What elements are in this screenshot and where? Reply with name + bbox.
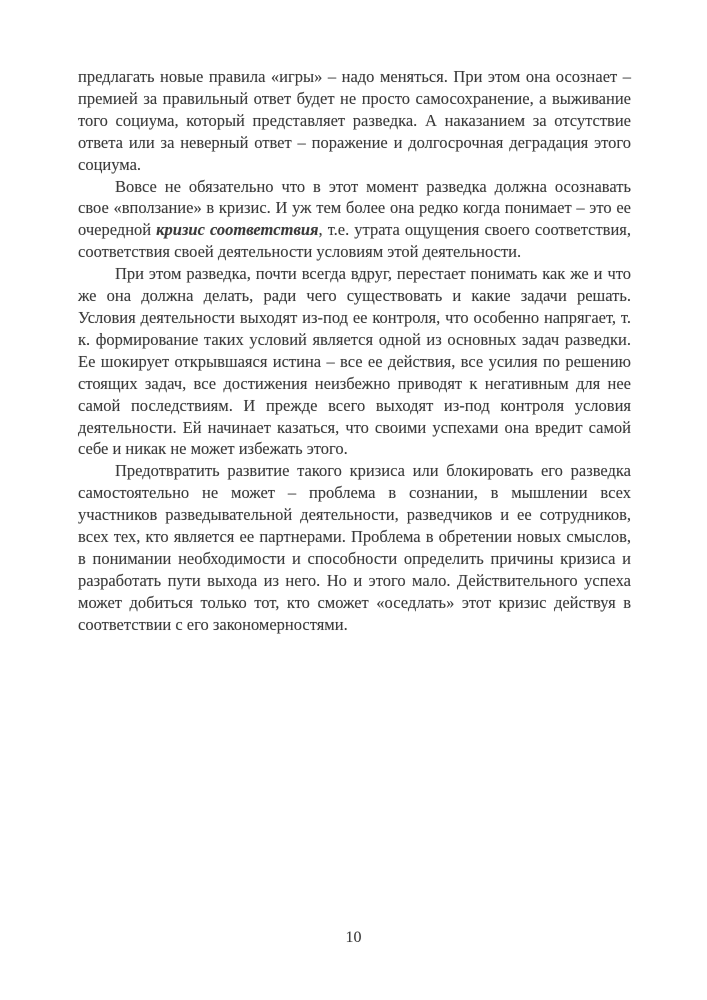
text-run: При этом разведка, почти всегда вдруг, перестает понимать как же и что же она должна делать, ради чего существовать и какие задачи решать. Условия деятельности выходят из-под ее контроля, что особенно напрягает, т. к. формирование таких условий является одной из основных задач разведки. Ее шокирует открывшаяся истина – все ее действия, все усилия по решению стоящих задач, все достижения неизбежно приводят к негативным для нее самой последствиям. И прежде всего выходят из-под контроля условия деятельности. Ей начинает казаться, что своими успехами она вредит самой себе и никак не может избежать этого. bbox=[78, 264, 631, 459]
text-run: , т.е. утрата ощущения своего соответствия, соответствия своей деятельности условиям этой деятельности. bbox=[78, 220, 632, 262]
paragraph bbox=[78, 176, 631, 264]
paragraph bbox=[78, 263, 631, 460]
paragraph bbox=[78, 66, 631, 176]
text-run: предлагать новые правила «игры» – надо меняться. При этом она осознает – премией за правильный ответ будет не просто самосохранение, а выживание того социума, который представляет разведка. А наказанием за отсутствие ответа или за неверный ответ – поражение и долгосрочная деградация этого социума. bbox=[78, 67, 631, 174]
page-body bbox=[78, 66, 631, 636]
paragraph bbox=[78, 460, 631, 635]
text-run: Вовсе не обязательно что в этот момент разведка должна осознавать свое «вползание» в кризис. И уж тем более она редко когда понимает – это ее очередной bbox=[78, 176, 631, 240]
page-number: 10 bbox=[345, 929, 362, 946]
text-run: Предотвратить развитие такого кризиса или блокировать его разведка самостоятельно не может – проблема в сознании, в мышлении всех участников разведывательной деятельности, разведчиков и ее сотрудников, всех тех, кто является ее партнерами. Проблема в обретении новых смыслов, в понимании необходимости и способности определить причины кризиса и разработать пути выхода из него. Но и этого мало. Действительного успеха может добиться только тот, кто сможет «оседлать» этот кризис действуя в соответствии с его закономерностями. bbox=[78, 461, 631, 634]
emphasized-term: кризис соответствия bbox=[156, 220, 319, 240]
